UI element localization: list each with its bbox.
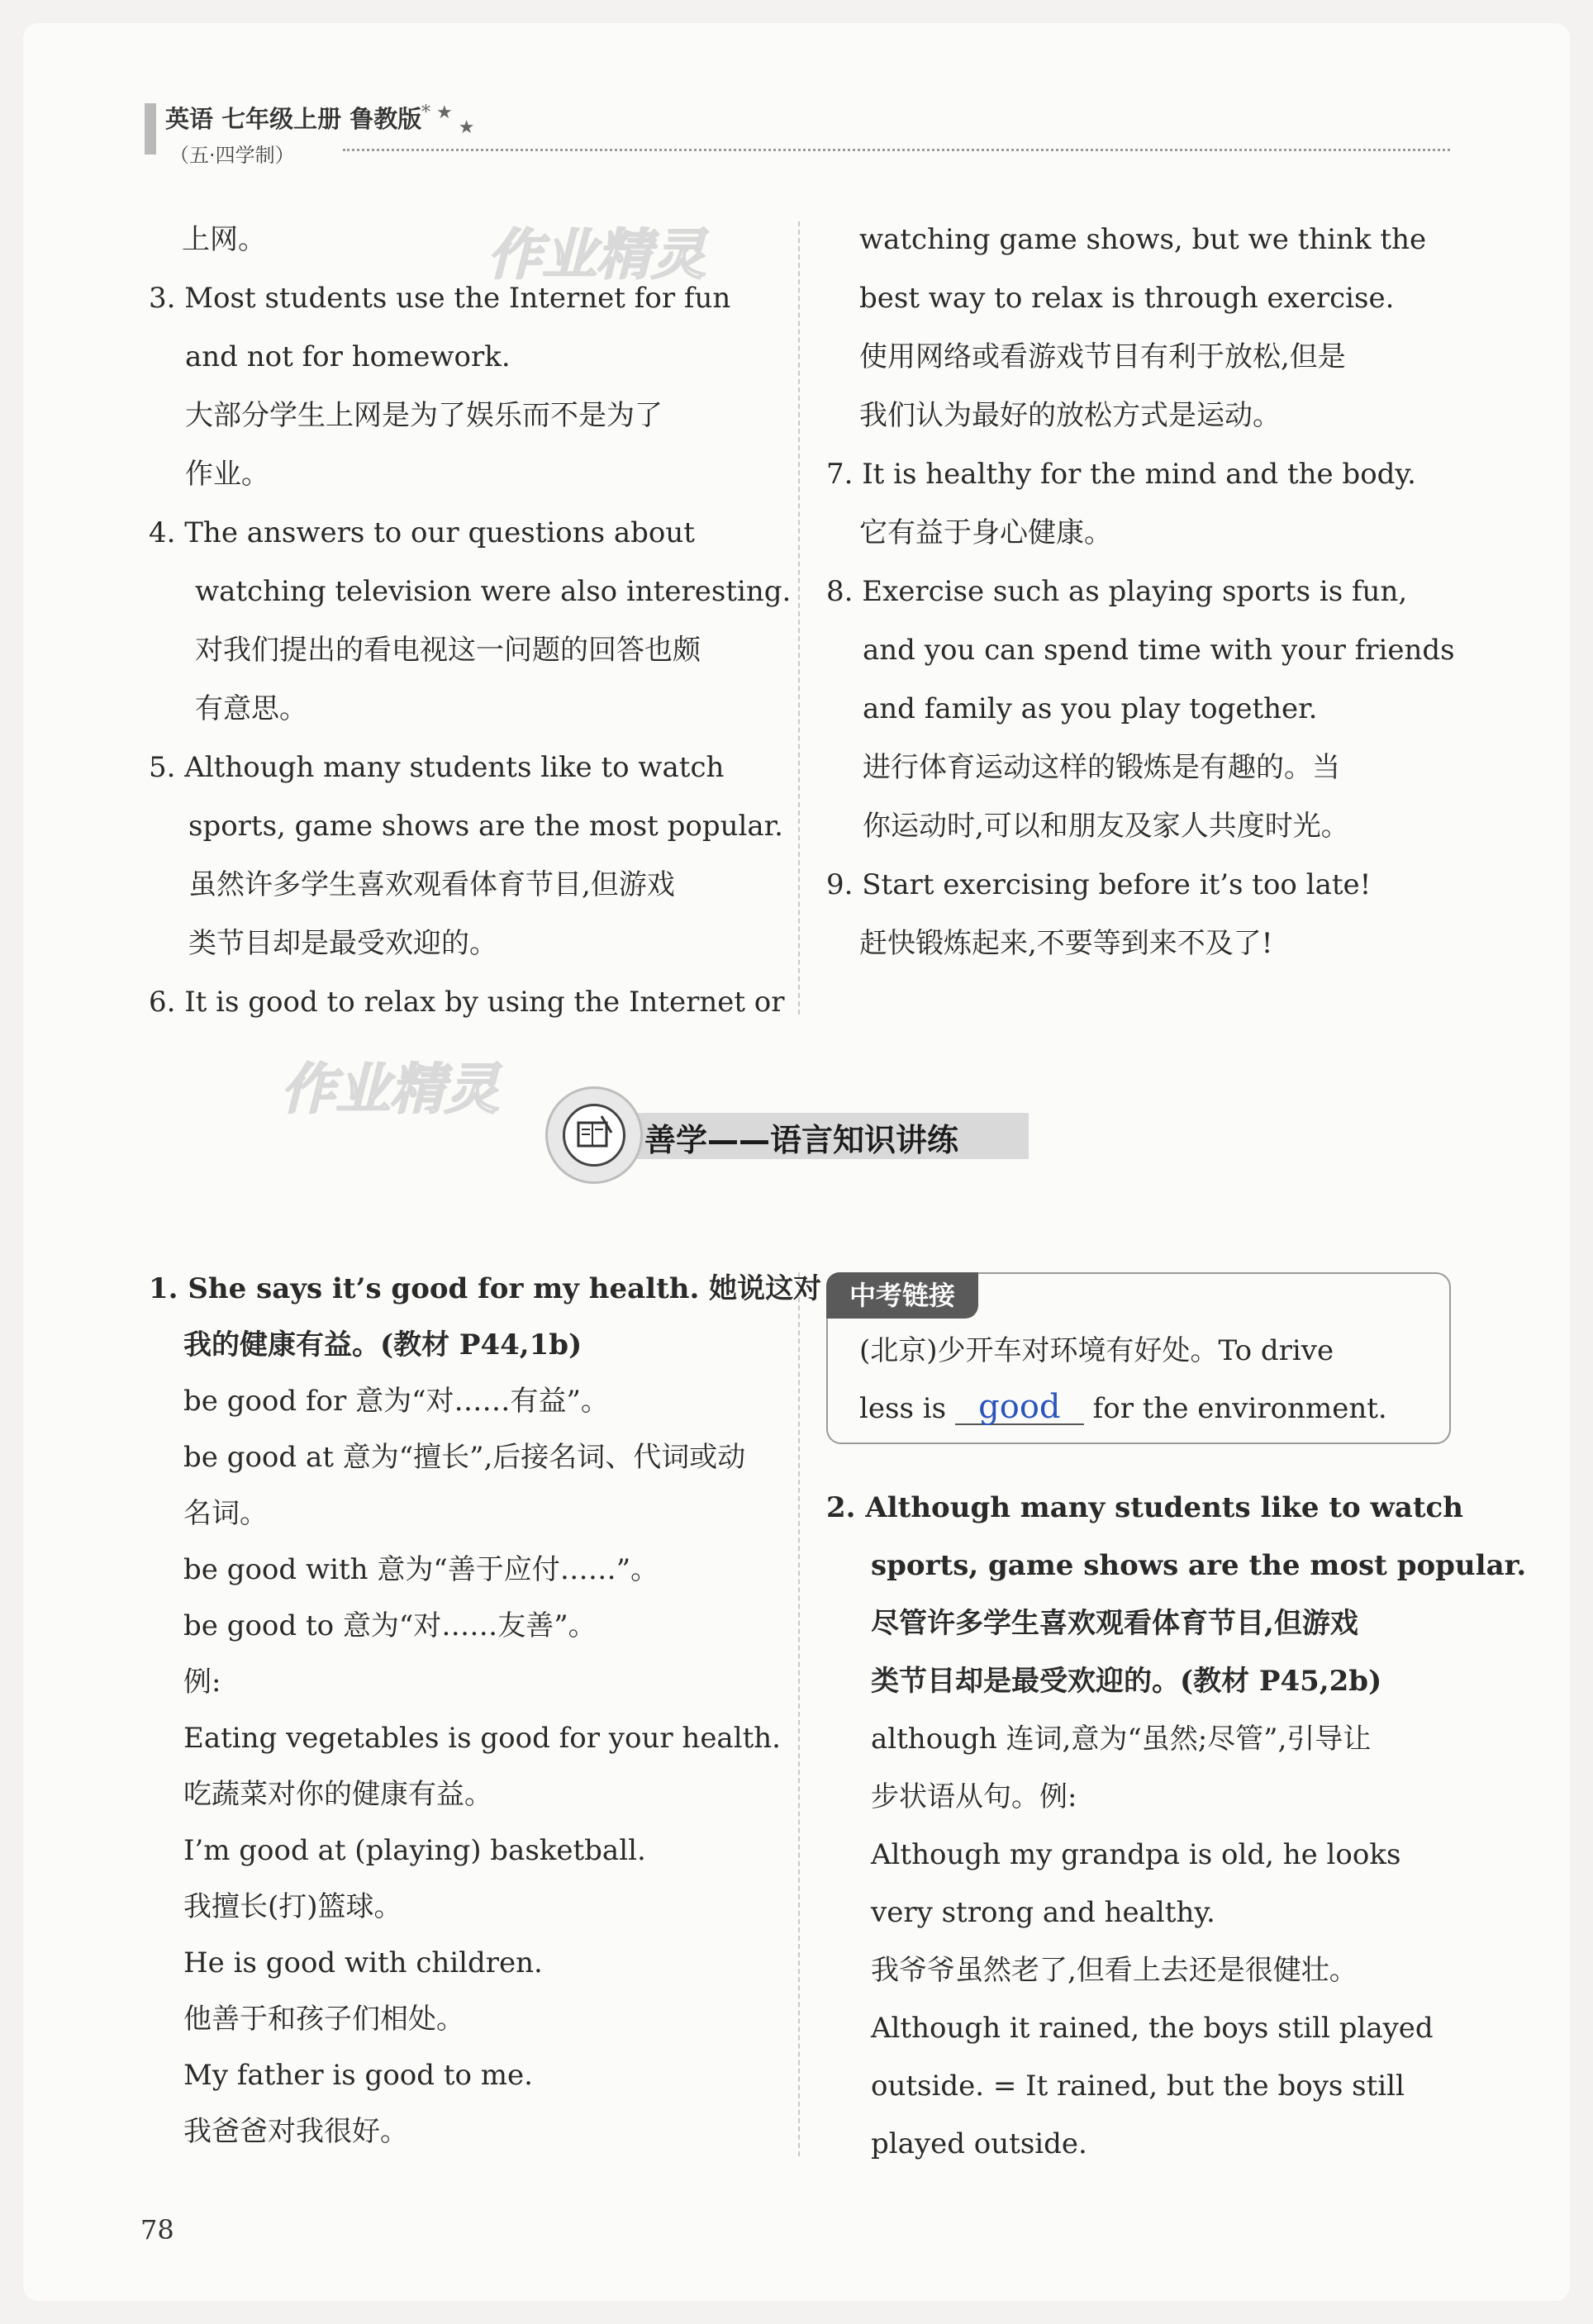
text-line: sports, game shows are the most popular. <box>188 810 783 843</box>
text-line: 我爸爸对我很好。 <box>183 2115 408 2148</box>
text-line: be good with 意为“善于应付……”。 <box>183 1553 659 1586</box>
text-line: be good for 意为“对……有益”。 <box>183 1385 609 1418</box>
text-line: 上网。 <box>182 223 266 256</box>
text-line: be good at 意为“擅长”,后接名词、代词或动 <box>183 1441 746 1474</box>
text-line: He is good with children. <box>183 1946 543 1979</box>
text-line: watching television were also interesting. <box>195 575 792 608</box>
text-line: 5. Although many students like to watch <box>149 751 725 784</box>
text-line: Although my grandpa is old, he looks <box>871 1838 1401 1871</box>
watermark: 作业精灵 <box>281 1057 499 1121</box>
text-line: be good to 意为“对……友善”。 <box>183 1609 597 1642</box>
text-line: although 连词,意为“虽然;尽管”,引导让 <box>871 1723 1372 1756</box>
text-line: played outside. <box>871 2127 1087 2160</box>
text-line: and family as you play together. <box>863 692 1318 725</box>
text-line: 类节目却是最受欢迎的。(教材 P45,2b) <box>871 1665 1382 1698</box>
page-number: 78 <box>140 2214 174 2246</box>
text-line: Although it rained, the boys still played <box>871 2012 1434 2045</box>
exam-link-tag: 中考链接 <box>826 1272 978 1319</box>
text-line: 虽然许多学生喜欢观看体育节目,但游戏 <box>188 868 675 901</box>
text-line: Eating vegetables is good for your health. <box>183 1722 781 1755</box>
answer-blank: good <box>955 1390 1084 1425</box>
text-line: 它有益于身心健康。 <box>859 516 1112 549</box>
text-line: 使用网络或看游戏节目有利于放松,但是 <box>859 340 1346 373</box>
exam-question-line <box>859 1380 1387 1438</box>
watermark: 作业精灵 <box>487 223 706 287</box>
text-line: 4. The answers to our questions about <box>149 516 695 549</box>
text-line: 进行体育运动这样的锻炼是有趣的。当 <box>863 751 1340 784</box>
text-line: 我爷爷虽然老了,但看上去还是很健壮。 <box>871 1954 1358 1987</box>
text-line: 1. She says it’s good for my health. 她说这对 <box>149 1272 822 1305</box>
text-line: 你运动时,可以和朋友及家人共度时光。 <box>863 810 1349 843</box>
text-line: 我擅长(打)篮球。 <box>183 1890 402 1923</box>
section-title: 善学——语言知识讲练 <box>644 1122 959 1158</box>
text-line: 吃蔬菜对你的健康有益。 <box>183 1778 492 1811</box>
book-title: 英语 七年级上册 鲁教版 <box>165 105 422 133</box>
text-line: 对我们提出的看电视这一问题的回答也颇 <box>195 634 701 667</box>
text-line: 我的健康有益。(教材 P44,1b) <box>183 1328 583 1362</box>
text-line: My father is good to me. <box>183 2059 533 2092</box>
book-subtitle: （五·四学制） <box>169 144 295 167</box>
text-line: 有意思。 <box>195 692 307 725</box>
text-line: I’m good at (playing) basketball. <box>183 1834 646 1867</box>
text-line: outside. = It rained, but the boys still <box>871 2070 1405 2103</box>
section-banner <box>545 1086 1041 1189</box>
text-line: 7. It is healthy for the mind and the body. <box>826 458 1416 491</box>
text-line: 名词。 <box>183 1497 268 1530</box>
text-line: 作业。 <box>185 458 269 491</box>
column-divider <box>798 1272 800 2156</box>
column-divider <box>798 221 800 1015</box>
header-divider <box>343 149 1450 151</box>
header-bar <box>145 103 156 154</box>
text-line: 大部分学生上网是为了娱乐而不是为了 <box>185 399 663 432</box>
text-line: and you can spend time with your friends <box>863 634 1455 667</box>
text-line: 尽管许多学生喜欢观看体育节目,但游戏 <box>871 1607 1358 1640</box>
text-line: sports, game shows are the most popular. <box>871 1549 1527 1582</box>
text-line: 例: <box>183 1666 221 1699</box>
exam-text: for the environment. <box>1092 1392 1387 1425</box>
text-line: 2. Although many students like to watch <box>826 1491 1463 1524</box>
text-line: and not for homework. <box>185 340 511 373</box>
text-line: 6. It is good to relax by using the Internet or <box>149 986 785 1019</box>
text-line: 我们认为最好的放松方式是运动。 <box>859 399 1281 432</box>
text-line: 步状语从句。例: <box>871 1780 1077 1813</box>
text-line: very strong and healthy. <box>871 1896 1215 1929</box>
exam-text: less is <box>859 1392 947 1425</box>
text-line: 类节目却是最受欢迎的。 <box>188 927 497 960</box>
text-line: 8. Exercise such as playing sports is fun, <box>826 575 1408 608</box>
text-line: 3. Most students use the Internet for fun <box>149 282 731 315</box>
notebook-icon <box>563 1104 625 1167</box>
text-line: 他善于和孩子们相处。 <box>183 2003 464 2036</box>
text-line: 9. Start exercising before it’s too late! <box>826 868 1372 901</box>
text-line: 赶快锻炼起来,不要等到来不及了! <box>859 927 1273 960</box>
banner-badge <box>545 1086 643 1184</box>
text-line: watching game shows, but we think the <box>859 223 1427 256</box>
exam-question-line: (北京)少开车对环境有好处。To drive <box>859 1334 1334 1367</box>
star-icons: * ★ ★ <box>421 102 475 138</box>
text-line: best way to relax is through exercise. <box>859 282 1395 315</box>
